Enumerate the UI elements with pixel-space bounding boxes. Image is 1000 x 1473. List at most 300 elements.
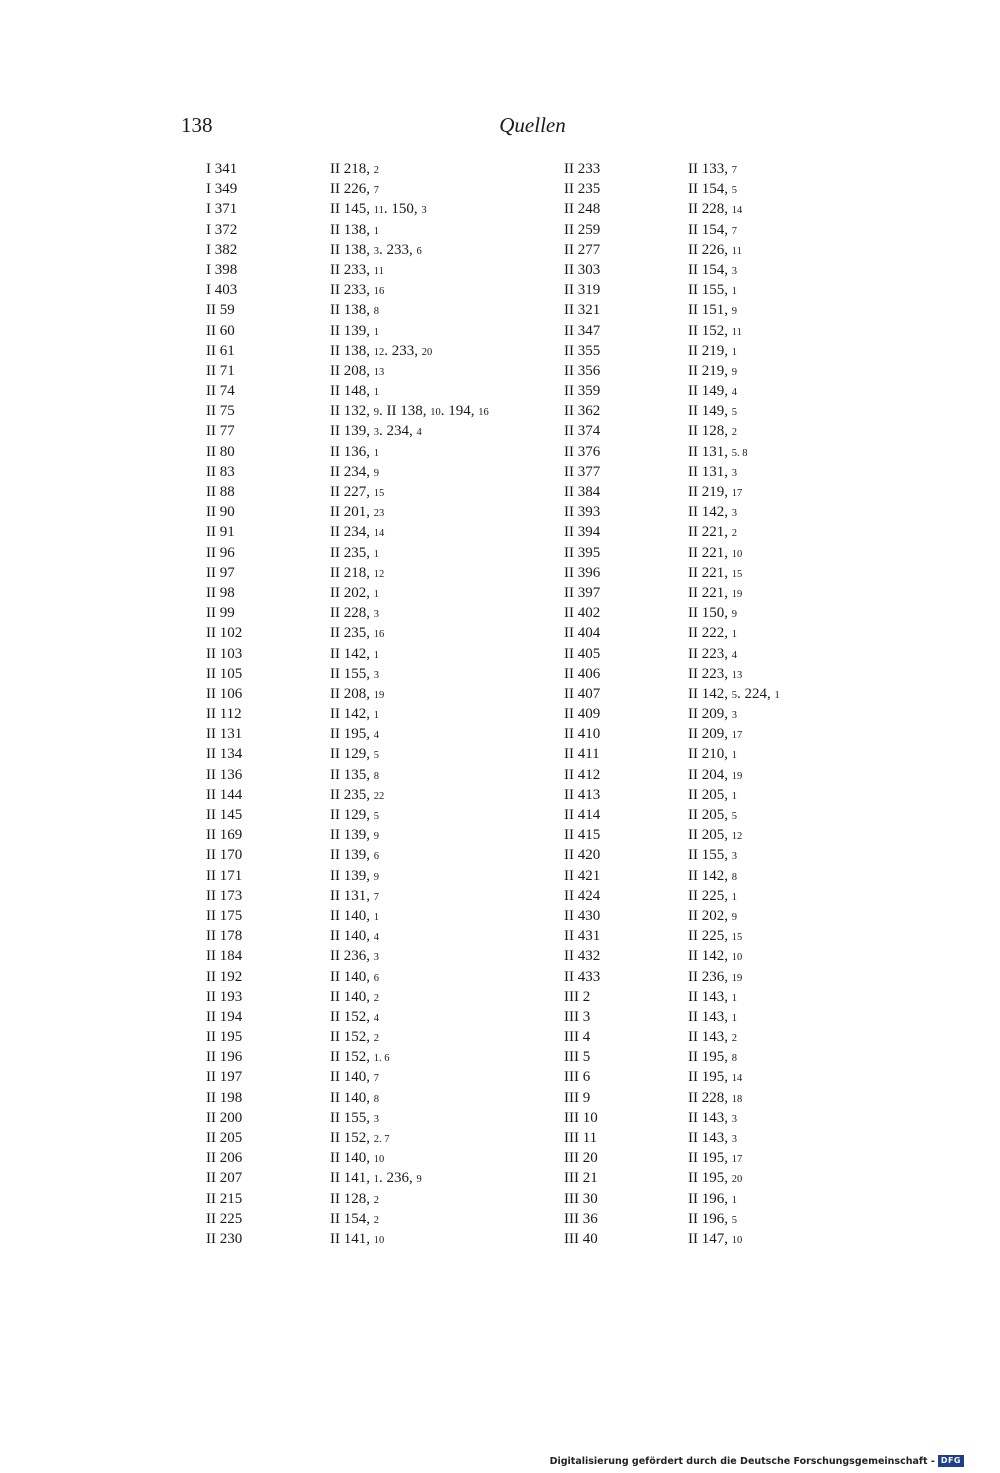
reference-line: 16 — [478, 407, 489, 419]
reference-line: 1 — [731, 346, 737, 358]
reference-line: 17 — [731, 730, 743, 742]
reference-page: . 233, — [379, 241, 417, 258]
reference-line: 1 — [731, 286, 737, 298]
reference-line: 9 — [731, 609, 737, 621]
reference-entry — [330, 603, 560, 623]
source-entry: II 206 — [206, 1150, 243, 1167]
reference-entry — [330, 623, 560, 643]
source-entry: II 198 — [206, 1089, 243, 1106]
source-entry: II 412 — [564, 766, 601, 783]
source-entry: III 11 — [564, 1130, 598, 1146]
source-entry: III 6 — [564, 1069, 591, 1086]
reference-page: II 236, — [330, 948, 374, 965]
reference-line: 1 — [731, 790, 737, 802]
reference-page: II 142, — [688, 504, 732, 521]
reference-page: II 219, — [688, 342, 732, 359]
source-entry: II 319 — [564, 282, 601, 299]
reference-page: II 234, — [330, 524, 374, 541]
reference-entry — [330, 381, 560, 401]
page-number: 138 — [181, 113, 213, 137]
source-entry: II 393 — [564, 504, 601, 521]
reference-page: II 141, — [330, 1230, 374, 1247]
source-entry: I 371 — [206, 201, 238, 218]
reference-entry — [330, 220, 560, 240]
reference-line: 1 — [373, 326, 379, 338]
reference-entry — [688, 866, 918, 886]
reference-entry — [688, 341, 918, 361]
source-entry: II 194 — [206, 1008, 243, 1025]
source-entry: II 407 — [564, 685, 601, 702]
reference-entry — [330, 1128, 560, 1148]
reference-page: II 155, — [688, 282, 732, 299]
source-entry: II 359 — [564, 383, 601, 400]
source-entry: II 356 — [564, 362, 601, 379]
reference-line: 3 — [421, 205, 427, 217]
source-entry: III 2 — [564, 988, 591, 1005]
reference-line: 9 — [416, 1174, 422, 1186]
reference-entry — [330, 240, 560, 260]
source-entry: II 178 — [206, 928, 243, 945]
reference-line: 2 — [731, 1033, 737, 1045]
reference-line: 1 — [731, 750, 737, 762]
reference-page: II 202, — [330, 584, 374, 601]
reference-entry — [688, 401, 918, 421]
reference-page: II 196, — [688, 1190, 732, 1207]
reference-entry — [688, 886, 918, 906]
source-entry: II 61 — [206, 342, 235, 359]
reference-entry — [688, 1108, 918, 1128]
source-entry: III 30 — [564, 1190, 598, 1207]
reference-line: 1 — [373, 1174, 379, 1186]
reference-line: 16 — [373, 629, 385, 641]
reference-line: 7 — [373, 1073, 379, 1085]
reference-line: 10 — [373, 1234, 385, 1246]
source-entry: II 424 — [564, 887, 601, 904]
reference-line: 1 — [373, 225, 379, 237]
running-head: Quellen — [499, 113, 566, 137]
reference-page: II 138, — [330, 241, 374, 258]
reference-entry — [688, 684, 918, 704]
source-entry: II 77 — [206, 423, 235, 440]
reference-line: 2 — [373, 165, 379, 176]
reference-page: II 148, — [330, 383, 374, 400]
reference-line: 3 — [731, 467, 737, 479]
reference-page: II 234, — [330, 463, 374, 480]
source-entry: III 40 — [564, 1230, 598, 1247]
reference-line: 3 — [731, 265, 737, 277]
reference-page: II 138, — [330, 342, 374, 359]
reference-line: 7 — [731, 225, 737, 237]
reference-line: 4 — [373, 932, 379, 944]
reference-page: II 142, — [688, 867, 732, 884]
reference-page: II 196, — [688, 1210, 732, 1227]
source-entry: II 131 — [206, 726, 243, 743]
reference-line: 2. 7 — [373, 1134, 390, 1145]
reference-line: 3 — [373, 1113, 379, 1125]
reference-entry — [688, 906, 918, 926]
source-entry: II 80 — [206, 443, 235, 460]
reference-line: 19 — [731, 972, 743, 984]
reference-line: 12 — [373, 346, 385, 358]
reference-line: 9 — [731, 366, 737, 378]
source-entry: II 405 — [564, 645, 601, 662]
reference-entry — [688, 926, 918, 946]
reference-line: 1. 6 — [373, 1053, 390, 1065]
reference-line: 3 — [373, 609, 379, 621]
reference-page: II 128, — [688, 423, 732, 440]
reference-line: 3 — [731, 851, 737, 863]
source-entry: II 374 — [564, 423, 601, 440]
reference-page: II 201, — [330, 504, 374, 521]
source-entry: II 205 — [206, 1130, 243, 1146]
reference-entry — [330, 280, 560, 300]
reference-line: 11 — [373, 205, 384, 217]
reference-entry — [330, 825, 560, 845]
reference-line: 18 — [731, 1093, 743, 1105]
reference-line: 14 — [373, 528, 385, 540]
reference-entry — [688, 300, 918, 320]
reference-page: II 140, — [330, 1150, 374, 1167]
source-entry: I 349 — [206, 181, 238, 198]
reference-line: 1 — [373, 710, 379, 722]
reference-line: 6 — [373, 851, 379, 863]
reference-page: II 223, — [688, 665, 732, 682]
reference-entry — [330, 199, 560, 219]
reference-entry — [330, 886, 560, 906]
reference-entry — [330, 664, 560, 684]
source-entry: II 230 — [206, 1230, 243, 1247]
reference-entry — [330, 522, 560, 542]
reference-page: II 152, — [330, 1029, 374, 1046]
source-entry: II 432 — [564, 948, 601, 965]
source-entry: II 112 — [206, 706, 242, 723]
reference-page: II 143, — [688, 1029, 732, 1046]
reference-line: 1 — [774, 689, 780, 701]
reference-entry — [688, 482, 918, 502]
reference-line: 1 — [373, 649, 379, 661]
reference-line: 20 — [421, 346, 433, 358]
reference-entry — [330, 179, 560, 199]
reference-page: . II 138, — [379, 403, 431, 420]
reference-line: 5 — [373, 811, 379, 822]
reference-page: II 235, — [330, 786, 374, 803]
reference-page: II 152, — [688, 322, 732, 339]
reference-line: 9 — [731, 911, 737, 923]
reference-line: 5 — [731, 811, 737, 822]
source-entry: II 321 — [564, 302, 601, 319]
reference-entry — [688, 805, 918, 825]
source-entry: II 193 — [206, 988, 243, 1005]
reference-line: 9 — [373, 467, 379, 479]
reference-entry — [330, 765, 560, 785]
reference-entry — [688, 220, 918, 240]
reference-line: 1 — [731, 1194, 737, 1206]
reference-line: 3 — [731, 710, 737, 722]
reference-page: II 145, — [330, 201, 374, 218]
reference-page: II 152, — [330, 1049, 374, 1066]
reference-page: II 133, — [688, 161, 732, 177]
reference-page: II 221, — [688, 564, 732, 581]
source-entry: II 83 — [206, 463, 235, 480]
reference-line: 5 — [731, 1214, 737, 1226]
source-entry: II 184 — [206, 948, 243, 965]
reference-line: 17 — [731, 488, 743, 499]
reference-line: 9 — [731, 306, 737, 318]
reference-page: II 142, — [330, 706, 374, 723]
source-entry: II 395 — [564, 544, 601, 561]
reference-entry — [688, 583, 918, 603]
source-entry: II 433 — [564, 968, 601, 985]
source-entry: II 200 — [206, 1109, 243, 1126]
reference-line: 1 — [731, 1012, 737, 1024]
reference-line: 9 — [373, 831, 379, 843]
reference-line: 3 — [373, 952, 379, 964]
reference-entry — [330, 987, 560, 1007]
source-entry: II 233 — [564, 161, 601, 177]
source-entry: II 173 — [206, 887, 243, 904]
reference-entry — [330, 785, 560, 805]
reference-entry — [688, 946, 918, 966]
reference-entry — [688, 825, 918, 845]
source-entry: II 98 — [206, 584, 235, 601]
reference-page: II 139, — [330, 867, 374, 884]
reference-line: 3 — [731, 1134, 737, 1145]
reference-page: II 205, — [688, 807, 732, 823]
source-entry: II 75 — [206, 403, 235, 420]
reference-entry — [330, 442, 560, 462]
source-entry: III 10 — [564, 1109, 598, 1126]
reference-page: II 140, — [330, 907, 374, 924]
reference-line: 1 — [731, 629, 737, 641]
reference-entry — [330, 502, 560, 522]
reference-page: II 140, — [330, 928, 374, 945]
source-entry: II 60 — [206, 322, 235, 339]
source-entry: II 406 — [564, 665, 601, 682]
source-entry: II 90 — [206, 504, 235, 521]
reference-page: II 138, — [330, 302, 374, 319]
reference-page: II 154, — [688, 261, 732, 278]
reference-entry — [330, 1189, 560, 1209]
reference-entry — [330, 744, 560, 764]
reference-entry — [330, 967, 560, 987]
reference-page: II 223, — [688, 645, 732, 662]
source-entry: II 170 — [206, 847, 243, 864]
source-entry: II 195 — [206, 1029, 243, 1046]
reference-line: 11 — [731, 245, 742, 257]
reference-page: . 236, — [379, 1170, 417, 1187]
reference-line: 2 — [373, 1214, 379, 1226]
reference-entry — [330, 1047, 560, 1067]
reference-page: II 204, — [688, 766, 732, 783]
reference-entry — [330, 1108, 560, 1128]
reference-line: 15 — [731, 568, 743, 580]
reference-line: 7 — [373, 891, 379, 903]
reference-line: 7 — [731, 165, 737, 176]
reference-page: II 208, — [330, 362, 374, 379]
reference-line: 4 — [373, 1012, 379, 1024]
reference-page: . 150, — [383, 201, 422, 218]
source-entry: I 398 — [206, 261, 238, 278]
reference-page: II 142, — [330, 645, 374, 662]
source-entry: II 396 — [564, 564, 601, 581]
reference-entry — [688, 462, 918, 482]
reference-entry — [688, 704, 918, 724]
reference-line: 12 — [731, 831, 743, 843]
reference-entry — [330, 724, 560, 744]
reference-entry — [330, 159, 560, 179]
reference-entry — [688, 421, 918, 441]
reference-line: 1 — [373, 387, 379, 399]
reference-entry — [688, 724, 918, 744]
reference-page: II 154, — [688, 221, 732, 238]
reference-line: 1 — [373, 588, 379, 600]
reference-entry — [330, 260, 560, 280]
reference-entry — [688, 361, 918, 381]
reference-page: II 226, — [330, 181, 374, 198]
reference-page: II 228, — [330, 605, 374, 622]
reference-line: 10 — [731, 952, 743, 964]
reference-line: 5 — [731, 689, 737, 701]
reference-page: II 142, — [688, 685, 732, 702]
reference-page: II 228, — [688, 1089, 732, 1106]
source-entry: II 362 — [564, 403, 601, 420]
reference-line: 16 — [373, 286, 385, 298]
reference-entry — [330, 300, 560, 320]
source-entry: I 341 — [206, 161, 238, 177]
source-entry: II 409 — [564, 706, 601, 723]
reference-line: 10 — [731, 1234, 743, 1246]
reference-page: II 208, — [330, 685, 374, 702]
reference-entry — [330, 462, 560, 482]
reference-line: 14 — [731, 205, 743, 217]
reference-page: . 194, — [440, 403, 479, 420]
reference-page: II 195, — [330, 726, 374, 743]
reference-line: 8 — [731, 1053, 737, 1065]
reference-entry — [688, 280, 918, 300]
reference-line: 4 — [373, 730, 379, 742]
footer-text: Digitalisierung gefördert durch die Deutsche Forschungsgemeinschaft - — [549, 1455, 935, 1467]
reference-entry — [330, 704, 560, 724]
reference-page: II 138, — [330, 221, 374, 238]
reference-page: II 149, — [688, 383, 732, 400]
reference-page: II 129, — [330, 807, 374, 823]
reference-page: II 139, — [330, 322, 374, 339]
reference-page: II 209, — [688, 706, 732, 723]
reference-entry — [688, 543, 918, 563]
source-entry: II 215 — [206, 1190, 243, 1207]
source-entry: II 414 — [564, 807, 601, 823]
reference-line: 8 — [373, 1093, 379, 1105]
reference-page: II 149, — [688, 403, 732, 420]
source-entry: I 372 — [206, 221, 238, 238]
source-entry: II 103 — [206, 645, 243, 662]
source-entry: II 415 — [564, 827, 601, 844]
reference-page: II 235, — [330, 544, 374, 561]
source-entry: II 59 — [206, 302, 235, 319]
reference-line: 15 — [373, 488, 385, 499]
reference-entry — [330, 361, 560, 381]
reference-line: 14 — [731, 1073, 743, 1085]
reference-entry — [330, 401, 560, 421]
reference-page: II 143, — [688, 1130, 732, 1146]
source-entry: II 376 — [564, 443, 601, 460]
reference-line: 19 — [731, 588, 743, 600]
reference-entry — [330, 482, 560, 502]
source-entry: II 384 — [564, 484, 601, 500]
source-entry: II 144 — [206, 786, 243, 803]
reference-page: II 221, — [688, 584, 732, 601]
reference-entry — [688, 199, 918, 219]
source-entry: III 3 — [564, 1008, 591, 1025]
reference-line: 7 — [373, 185, 379, 197]
reference-line: 10 — [373, 1154, 385, 1166]
source-entry: III 5 — [564, 1049, 591, 1066]
reference-entry — [330, 644, 560, 664]
reference-entry — [688, 623, 918, 643]
reference-page: II 140, — [330, 1089, 374, 1106]
reference-page: II 235, — [330, 625, 374, 642]
reference-entry — [688, 785, 918, 805]
source-entry: II 196 — [206, 1049, 243, 1066]
source-entry: II 99 — [206, 605, 235, 622]
reference-entry — [688, 502, 918, 522]
reference-entry — [330, 583, 560, 603]
source-entry: II 411 — [564, 746, 600, 763]
reference-entry — [688, 1067, 918, 1087]
reference-entry — [688, 987, 918, 1007]
reference-page: II 227, — [330, 484, 374, 500]
source-entry: II 71 — [206, 362, 235, 379]
reference-line: 3 — [731, 1113, 737, 1125]
reference-entry — [330, 1027, 560, 1047]
reference-entry — [330, 321, 560, 341]
reference-line: 22 — [373, 790, 385, 802]
reference-page: II 131, — [688, 463, 732, 480]
right-reference-column — [688, 159, 918, 1249]
source-entry: II 303 — [564, 261, 601, 278]
reference-page: II 195, — [688, 1170, 732, 1187]
left-reference-column — [330, 159, 560, 1249]
reference-line: 2 — [373, 1033, 379, 1045]
reference-line: 3 — [373, 669, 379, 681]
source-entry: II 413 — [564, 786, 601, 803]
reference-page: II 139, — [330, 847, 374, 864]
reference-line: 11 — [373, 265, 384, 277]
reference-page: II 155, — [688, 847, 732, 864]
reference-page: II 219, — [688, 362, 732, 379]
reference-entry — [330, 845, 560, 865]
reference-entry — [330, 1148, 560, 1168]
source-entry: II 259 — [564, 221, 601, 238]
reference-entry — [688, 1007, 918, 1027]
source-entry: II 207 — [206, 1170, 243, 1187]
source-entry: II 277 — [564, 241, 601, 258]
reference-entry — [688, 522, 918, 542]
reference-page: II 154, — [330, 1210, 374, 1227]
source-entry: II 235 — [564, 181, 601, 198]
reference-entry — [688, 179, 918, 199]
reference-entry — [330, 1088, 560, 1108]
reference-line: 3 — [731, 508, 737, 520]
reference-line: 3 — [373, 245, 379, 257]
reference-line: 1 — [373, 447, 379, 459]
reference-page: II 195, — [688, 1049, 732, 1066]
reference-entry — [330, 1229, 560, 1249]
reference-page: II 221, — [688, 524, 732, 541]
reference-entry — [688, 845, 918, 865]
source-entry: II 347 — [564, 322, 601, 339]
reference-line: 1 — [373, 911, 379, 923]
